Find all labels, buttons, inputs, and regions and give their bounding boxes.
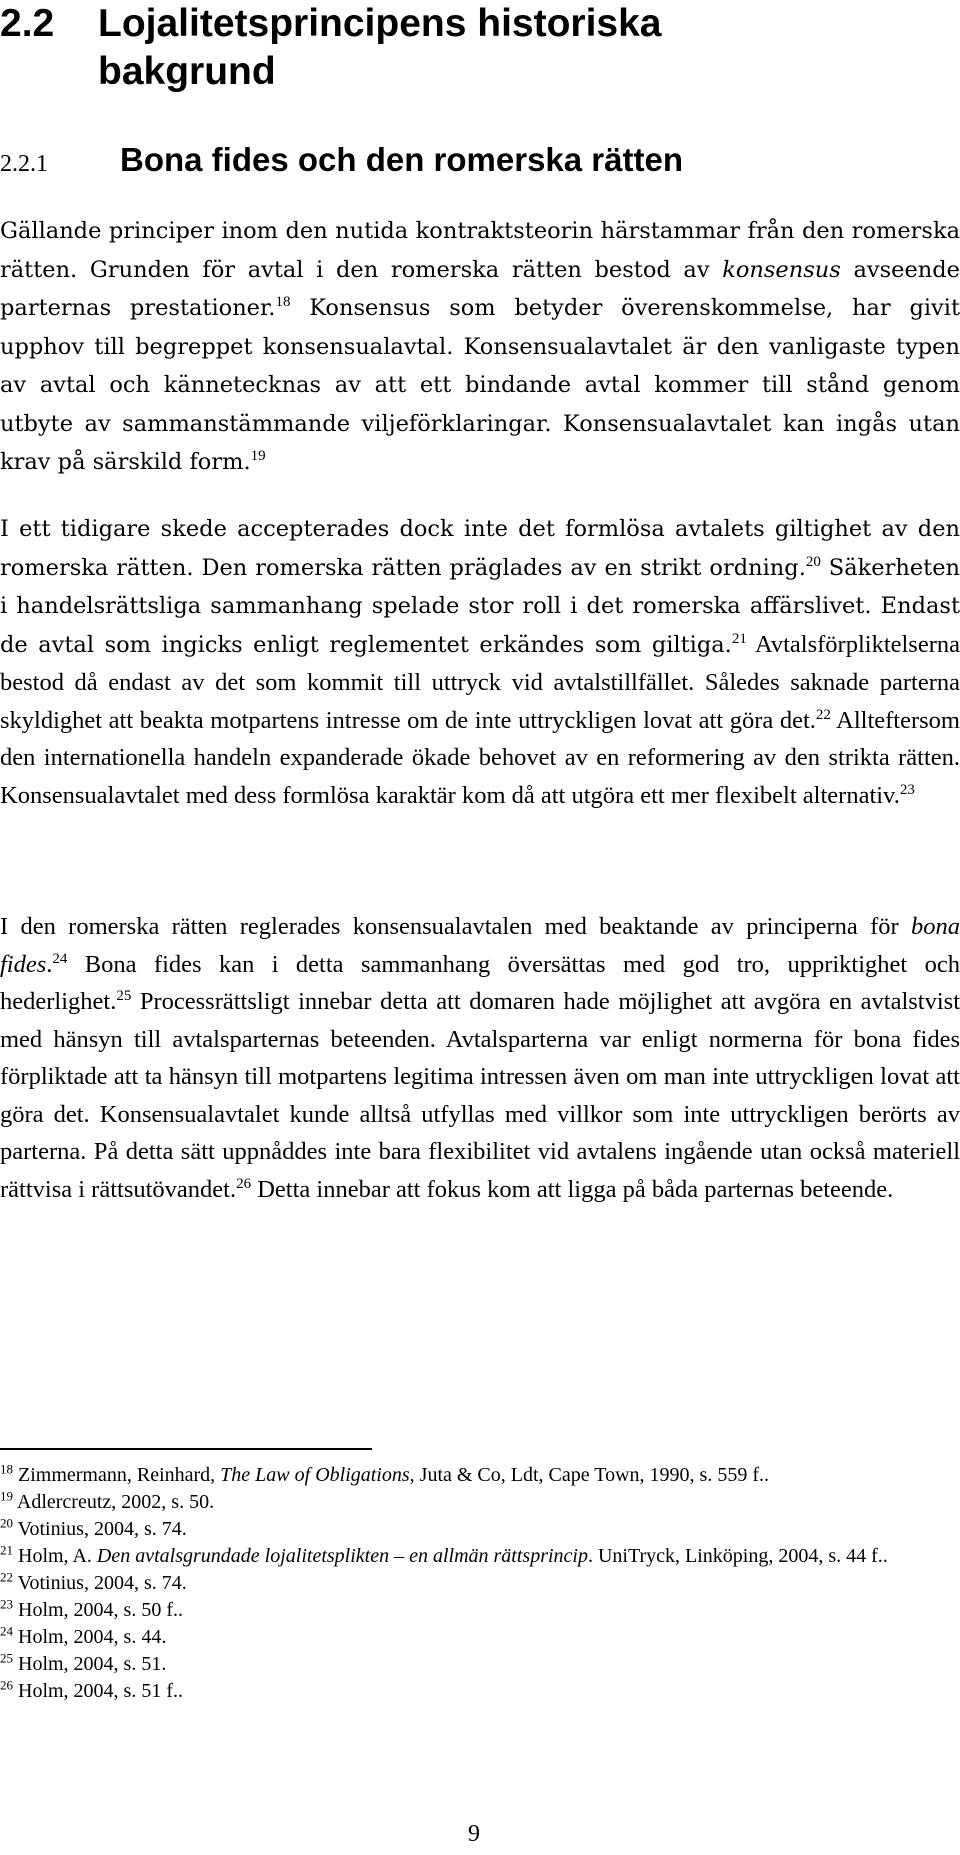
footnote [0,1624,960,1651]
footnote-title: Den avtalsgrundade lojalitetsplikten – en allmän rättsprincip [96,1545,588,1567]
paragraph-3 [0,908,960,1208]
footnote-number: 24 [0,1623,13,1639]
footnote-ref: 21 [731,630,747,647]
footnote [0,1462,960,1489]
footnote-title: The Law of Obligations [220,1464,410,1486]
section-heading [0,0,661,96]
footnote-ref: 19 [250,447,266,464]
emphasis-text: bona fides [0,913,960,978]
footnote-text: Adlercreutz, 2002, s. 50. [13,1491,215,1513]
footnote-text: Zimmermann, Reinhard, [13,1464,221,1486]
footnote-separator [0,1448,372,1450]
footnote-number: 25 [0,1650,13,1666]
footnote [0,1678,960,1705]
paragraph-1 [0,212,960,482]
page-number: 9 [468,1821,480,1847]
footnote-ref: 26 [236,1175,252,1192]
footnote-text: Holm, 2004, s. 50 f.. [13,1599,183,1621]
text-run: Processrättsligt innebar detta att domaren hade möjlighet att avgöra en avtalstvist med hänsyn till avtalsparternas beteenden. Avtalsparterna var enligt normerna för bona fides förpliktade att ta hänsyn till motpartens legitima intressen även om man inte uttryckligen lovat att göra det. Konsensualavtalet kunde alltså utfyllas med villkor som inte uttryckligen berörts av parterna. På detta sätt uppnåddes inte bara flexibilitet vid avtalens ingående utan också materiell rättvisa i rättsutövandet. [0,988,960,1203]
emphasis-text: konsensus [722,256,841,283]
footnote [0,1570,960,1597]
section-number: 2.2 [0,2,55,45]
footnote-text: . UniTryck, Linköping, 2004, s. 44 f.. [587,1545,888,1567]
footnote [0,1597,960,1624]
footnote-ref: 22 [815,706,831,723]
text-run: I ett tidigare skede accepterades dock inte det formlösa avtalets giltighet av den romerska rätten. Den romerska rätten präglades av en strikt ordning. [0,516,960,581]
footnote-number: 23 [0,1596,13,1612]
paragraph-2 [0,510,960,814]
text-run: Gällande principer inom den nutida kontraktsteorin härstammar från den romerska rätten. Grunden för avtal i den romerska rätten bestod av [0,218,960,283]
text-run: Bona fides kan i detta sammanhang översättas med god tro, uppriktighet och hederlighet. [0,950,960,1015]
footnote-ref: 24 [52,950,68,967]
section-title-line2: bakgrund [98,50,276,93]
footnote-number: 18 [0,1461,13,1477]
footnote-text: , Juta & Co, Ldt, Cape Town, 1990, s. 559 f.. [409,1464,769,1486]
footnote-text: Votinius, 2004, s. 74. [13,1572,187,1594]
footnotes [0,1462,960,1705]
subsection-number: 2.2.1 [0,151,48,177]
subsection-title: Bona fides och den romerska rätten [120,141,683,178]
footnote-ref: 20 [805,553,821,570]
footnote-text: Holm, 2004, s. 44. [13,1626,167,1648]
subsection-heading [0,136,683,191]
text-run: Allteftersom den internationella handeln expanderade ökade behovet av en reformering av den strikta rätten. Konsensualavtalet med dess formlösa karaktär kom då att utgöra ett mer flexibelt alternativ. [0,706,960,809]
footnote [0,1516,960,1543]
footnote-text: Holm, 2004, s. 51 f.. [13,1680,183,1702]
footnote-ref: 18 [275,293,291,310]
footnote-number: 19 [0,1488,13,1504]
footnote-text: Votinius, 2004, s. 74. [13,1518,187,1540]
footnote-text: Holm, A. [13,1545,97,1567]
text-run: Konsensus som betyder överenskommelse, har givit upphov till begreppet konsensualavtal. Konsensualavtalet är den vanligaste typen av avtal och kännetecknas av att ett bindande avtal kommer till stånd genom utbyte av sammanstämmande viljeförklaringar. Konsensualavtalet kan ingås utan krav på särskild form. [0,295,960,475]
text-run: avseende parternas prestationer. [0,256,960,321]
text-run: I den romerska rätten reglerades konsensualavtalen med beaktande av principerna för [0,913,911,940]
footnote-number: 26 [0,1677,13,1693]
footnote-ref: 23 [899,781,915,798]
text-run: Avtalsförpliktelserna bestod då endast av det som kommit till uttryck vid avtalstillfället. Således saknade parterna skyldighet att beakta motpartens intresse om de inte uttryckligen lovat att göra det. [0,630,960,734]
footnote-ref: 25 [116,987,132,1004]
footnote-text: Holm, 2004, s. 51. [13,1653,167,1675]
footnote [0,1489,960,1516]
footnote-number: 21 [0,1542,13,1558]
footnote [0,1543,960,1570]
footnote-number: 22 [0,1569,13,1585]
footnote-number: 20 [0,1515,13,1531]
text-run: Detta innebar att fokus kom att ligga på båda parternas beteende. [251,1175,894,1203]
section-title-line1: Lojalitetsprincipens historiska [98,2,662,45]
text-run: . [46,950,53,978]
text-run: Säkerheten i handelsrättsliga sammanhang spelade stor roll i det romerska affärslivet. Endast de avtal som ingicks enligt reglementet erkändes som giltiga. [0,554,960,658]
footnote [0,1651,960,1678]
